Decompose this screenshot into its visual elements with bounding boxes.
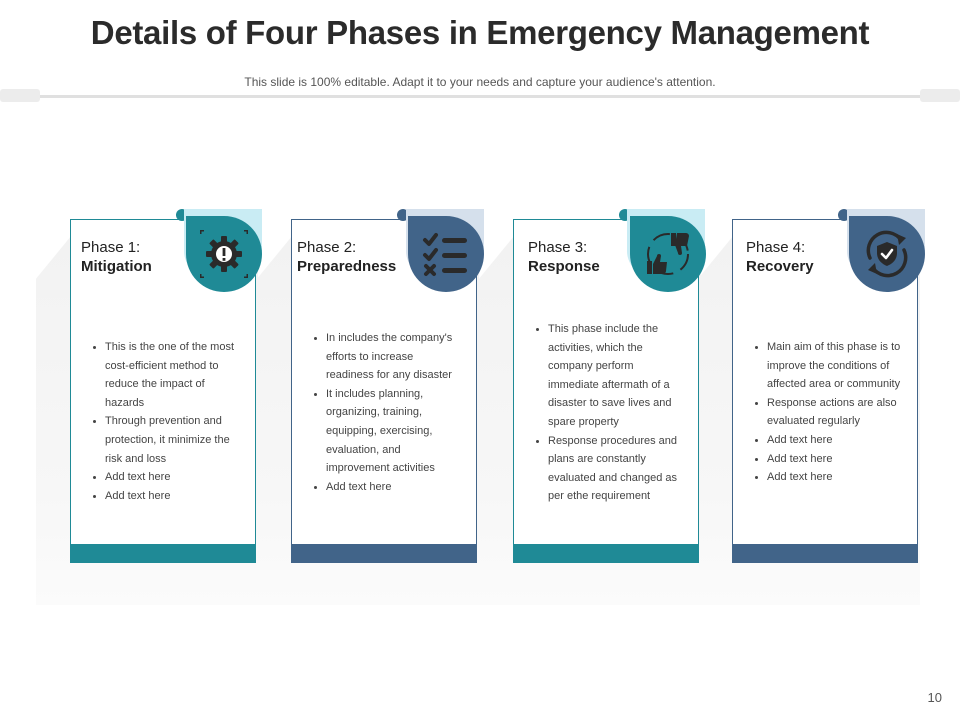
bullet-item: • In includes the company's efforts to increase readiness for any disaster — [326, 329, 462, 385]
bullet-item: • This is the one of the most cost-efficient method to reduce the impact of hazards — [105, 338, 241, 412]
bullet-item: • Add text here — [767, 450, 903, 469]
phase-label: Phase 4: — [746, 239, 806, 256]
phase-heading — [528, 238, 600, 276]
phase-heading — [81, 238, 152, 276]
phase-footer-bar — [513, 544, 699, 563]
bullet-item: • Response procedures and plans are constantly evaluated and changed as per ethe requirement — [548, 432, 684, 506]
bullet-item: • Add text here — [105, 468, 241, 487]
phase-bullets — [526, 320, 684, 506]
bullet-item: • Add text here — [767, 468, 903, 487]
phase-bullets — [304, 329, 462, 496]
slide-subtitle: This slide is 100% editable. Adapt it to your needs and capture your audience's attention. — [244, 75, 716, 89]
phase-name: Preparedness — [297, 258, 397, 275]
phase-heading — [297, 238, 396, 276]
bullet-item: • Add text here — [105, 487, 241, 506]
phase-name: Recovery — [746, 258, 814, 275]
phase-bullets — [745, 338, 903, 487]
divider-cap-right — [920, 89, 960, 102]
badge-circle — [630, 216, 706, 292]
gear-warning-icon — [198, 228, 250, 280]
phase-heading — [746, 238, 814, 276]
phase-name: Response — [528, 258, 600, 275]
phase-bullets — [83, 338, 241, 505]
checklist-icon — [421, 229, 471, 279]
phase-label: Phase 2: — [297, 239, 357, 256]
shield-refresh-icon — [861, 228, 913, 280]
phase-footer-bar — [732, 544, 918, 563]
thumbs-feedback-icon — [642, 228, 694, 280]
page-number: 10 — [927, 690, 942, 705]
bullet-item: • It includes planning, organizing, training, equipping, exercising, evaluation, and improvement activities — [326, 385, 462, 478]
bullet-item: • Response actions are also evaluated regularly — [767, 394, 903, 431]
phase-label: Phase 3: — [528, 239, 588, 256]
phase-footer-bar — [291, 544, 477, 563]
phase-label: Phase 1: — [81, 239, 141, 256]
phase-footer-bar — [70, 544, 256, 563]
divider-cap-left — [0, 89, 40, 102]
bullet-item: • Add text here — [767, 431, 903, 450]
phase-name: Mitigation — [81, 258, 152, 275]
bullet-item: • Add text here — [326, 478, 462, 497]
badge-circle — [186, 216, 262, 292]
bullet-item: • Through prevention and protection, it minimize the risk and loss — [105, 412, 241, 468]
divider-line — [40, 95, 920, 98]
bullet-item: • This phase include the activities, which the company perform immediate aftermath of a disaster to save lives and spare property — [548, 320, 684, 432]
badge-circle — [849, 216, 925, 292]
bullet-item: • Main aim of this phase is to improve the conditions of affected area or community — [767, 338, 903, 394]
badge-circle — [408, 216, 484, 292]
slide-title: Details of Four Phases in Emergency Management — [90, 14, 870, 51]
